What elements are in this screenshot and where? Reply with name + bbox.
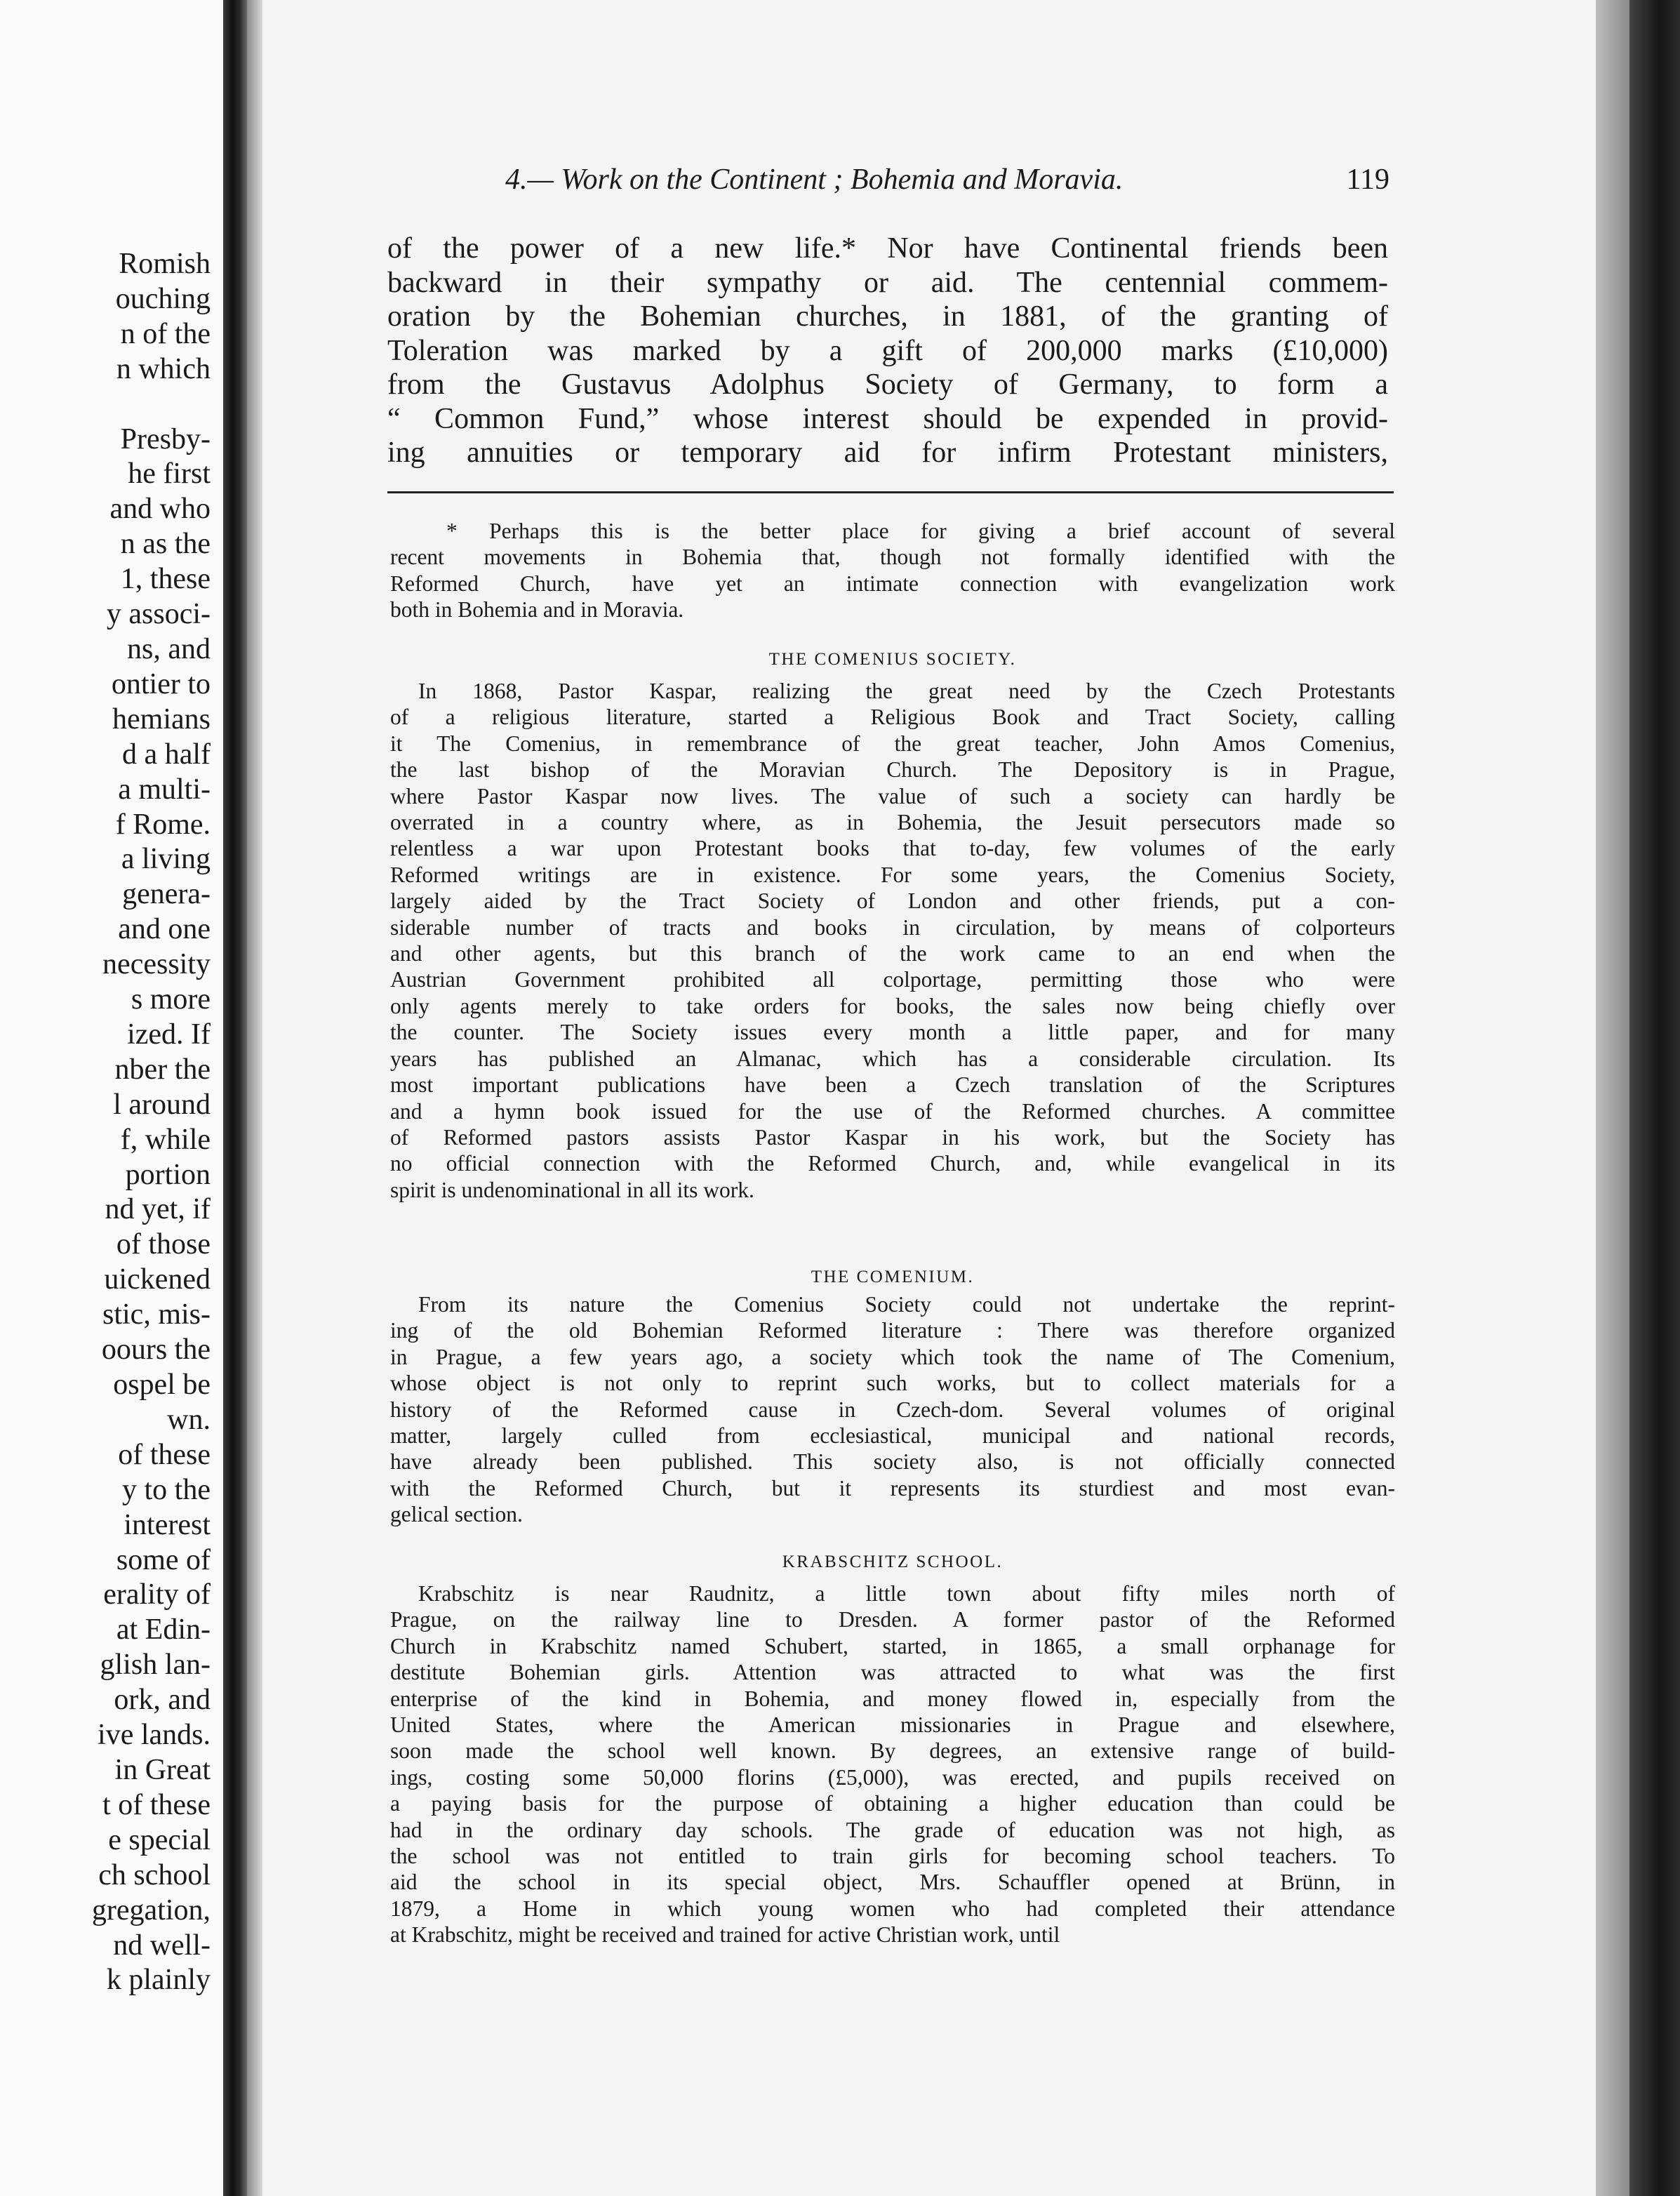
footnote-line: no official connection with the Reformed Church, and, while evangelical in its [390, 1151, 1395, 1176]
left-page-line: ork, and [114, 1684, 211, 1717]
body-line: oration by the Bohemian churches, in 1881, of the granting of [387, 300, 1388, 333]
left-page-line: glish lan- [100, 1649, 211, 1682]
body-line: of the power of a new life.* Nor have Continental friends been [387, 232, 1388, 265]
footnote-line: ings, costing some 50,000 florins (£5,000), was erected, and pupils received on [390, 1764, 1395, 1790]
footnote-line: * Perhaps this is the better place for giving a brief account of several [446, 519, 1395, 543]
left-page-line: ive lands. [98, 1719, 211, 1752]
footnote-line: In 1868, Pastor Kaspar, realizing the great need by the Czech Protestants [418, 679, 1395, 703]
footnote-line: in Prague, a few years ago, a society which took the name of The Comenium, [390, 1344, 1395, 1369]
left-page-line: nd well- [113, 1929, 211, 1962]
footnote-line: and a hymn book issued for the use of the Reformed churches. A committee [390, 1098, 1395, 1124]
body-line: “ Common Fund,” whose interest should be expended in provid- [387, 402, 1388, 435]
left-page-text [0, 247, 211, 1998]
footnote-line: matter, largely culled from ecclesiastical, municipal and national records, [390, 1423, 1395, 1449]
section-heading: THE COMENIUS SOCIETY. [768, 650, 1017, 669]
main-paragraph [387, 232, 1388, 470]
footnote-paragraph [390, 678, 1395, 1203]
footnote-line: destitute Bohemian girls. Attention was attracted to what was the first [390, 1660, 1395, 1685]
footnote-line: spirit is undenominational in all its work. [390, 1177, 754, 1202]
left-page-line: ns, and [127, 632, 211, 665]
footnote-line: Reformed writings are in existence. For some years, the Comenius Society, [390, 862, 1395, 887]
footnote-line: both in Bohemia and in Moravia. [390, 597, 684, 623]
left-page-line: l around [113, 1088, 211, 1121]
body-line: from the Gustavus Adolphus Society of Germany, to form a [387, 368, 1388, 401]
footnote-rule [387, 491, 1394, 493]
left-page-line: erality of [103, 1578, 211, 1611]
footnote-line: Prague, on the railway line to Dresden. A former pastor of the Reformed [390, 1607, 1395, 1632]
left-page-line: a multi- [118, 773, 211, 806]
book-spine-shadow [223, 0, 247, 2196]
footnote-line: at Krabschitz, might be received and trained for active Christian work, until [390, 1922, 1060, 1948]
gutter-edge [247, 0, 262, 2196]
footnote-line: 1879, a Home in which young women who had completed their attendance [390, 1896, 1395, 1921]
left-page-line: f Rome. [115, 808, 211, 841]
footnote-line: years has published an Almanac, which has a considerable circulation. Its [390, 1046, 1395, 1071]
footnote-line: gelical section. [390, 1502, 523, 1527]
footnote-line: the school was not entitled to train girls for becoming school teachers. To [390, 1844, 1395, 1869]
page-number: 119 [1346, 164, 1389, 196]
footnote-line: most important publications have been a Czech translation of the Scriptures [390, 1072, 1395, 1098]
left-page-line: ouching [115, 282, 211, 315]
footnote-line: the counter. The Society issues every month a little paper, and for many [390, 1020, 1395, 1045]
left-page-line [0, 387, 211, 422]
left-page-line: y associ- [106, 598, 211, 631]
page-edge [1596, 0, 1629, 2196]
footnote-line: a paying basis for the purpose of obtaining a higher education than could be [390, 1791, 1395, 1816]
left-page-line: portion [125, 1158, 211, 1191]
footnote-line: whose object is not only to reprint such works, but to collect materials for a [390, 1371, 1395, 1396]
footnote-line: the last bishop of the Moravian Church. The Depository is in Prague, [390, 757, 1395, 783]
body-line: backward in their sympathy or aid. The centennial commem- [387, 266, 1388, 299]
body-line: Toleration was marked by a gift of 200,000 marks (£10,000) [387, 334, 1388, 367]
left-page-line: f, while [120, 1123, 211, 1156]
footnote-line: recent movements in Bohemia that, though not formally identified with the [390, 545, 1395, 570]
left-page-line: Presby- [120, 422, 211, 455]
left-page-line: and who [109, 493, 211, 526]
footnote-line: relentless a war upon Protestant books that to-day, few volumes of the early [390, 836, 1395, 861]
left-page-line: s more [131, 983, 211, 1016]
section-heading: KRABSCHITZ SCHOOL. [782, 1552, 1004, 1571]
left-page-line: stic, mis- [102, 1298, 211, 1331]
left-page-line: nd yet, if [105, 1193, 211, 1226]
footnote-line: Reformed Church, have yet an intimate connection with evangelization work [390, 571, 1395, 596]
left-page-line: of these [118, 1438, 211, 1471]
footnote-paragraph [390, 518, 1395, 623]
left-page-line: nber the [114, 1053, 211, 1086]
left-page-line: 1, these [120, 563, 211, 596]
footnote-line: it The Comenius, in remembrance of the great teacher, John Amos Comenius, [390, 731, 1395, 756]
left-page-line: hemians [112, 703, 211, 736]
left-page-line: n as the [120, 528, 211, 561]
footnote-line: where Pastor Kaspar now lives. The value of such a society can hardly be [390, 783, 1395, 808]
section-heading: THE COMENIUM. [811, 1267, 975, 1286]
left-page-line: he first [128, 458, 211, 491]
left-page-line: e special [108, 1823, 211, 1856]
footnote-line: of a religious literature, started a Religious Book and Tract Society, calling [390, 705, 1395, 730]
left-page-line: genera- [122, 878, 211, 911]
footnote-line: ing of the old Bohemian Reformed literature : There was therefore organized [390, 1318, 1395, 1343]
left-page-line: t of these [102, 1788, 211, 1821]
left-page-line: ospel be [113, 1369, 211, 1401]
footnote-line: largely aided by the Tract Society of London and other friends, put a con- [390, 889, 1395, 914]
left-page-line: y to the [122, 1473, 211, 1506]
left-page-line: gregation, [91, 1894, 211, 1927]
footnote-paragraph [390, 1581, 1395, 1948]
running-head [505, 163, 1389, 197]
left-page-line: interest [124, 1508, 211, 1541]
footnote-line: Austrian Government prohibited all colportage, permitting those who were [390, 967, 1395, 992]
footnote-line: and other agents, but this branch of the work came to an end when the [390, 941, 1395, 966]
footnote-line: have already been published. This society also, is not officially connected [390, 1449, 1395, 1475]
footnote-line: Church in Krabschitz named Schubert, started, in 1865, a small orphanage for [390, 1633, 1395, 1658]
footnote-line: soon made the school well known. By degrees, an extensive range of build- [390, 1738, 1395, 1764]
body-line: ing annuities or temporary aid for infirm Protestant ministers, [387, 437, 1388, 469]
footnote-line: Krabschitz is near Raudnitz, a little town about fifty miles north of [418, 1581, 1395, 1606]
left-page-line: ch school [98, 1858, 211, 1891]
footnote-line: siderable number of tracts and books in circulation, by means of colporteurs [390, 914, 1395, 940]
footnote-line: United States, where the American missionaries in Prague and elsewhere, [390, 1712, 1395, 1738]
left-page-line: of those [116, 1228, 211, 1261]
footnote-line: overrated in a country where, as in Bohemia, the Jesuit persecutors made so [390, 810, 1395, 835]
footnote-paragraph [390, 1291, 1395, 1528]
left-page-line: in Great [114, 1753, 211, 1786]
left-page-line: n which [116, 352, 211, 385]
footnote-line: had in the ordinary day schools. The grade of education was not high, as [390, 1817, 1395, 1842]
left-facing-page [0, 0, 223, 2196]
left-page-line: some of [116, 1543, 211, 1576]
footnote-line: aid the school in its special object, Mrs. Schauffler opened at Brünn, in [390, 1870, 1395, 1895]
left-page-line: Romish [119, 248, 211, 280]
left-page-line: uickened [104, 1263, 211, 1296]
left-page-line: a living [121, 843, 211, 876]
running-title: 4.— Work on the Continent ; Bohemia and Moravia. [505, 164, 1124, 196]
footnote-line: enterprise of the kind in Bohemia, and money flowed in, especially from the [390, 1686, 1395, 1711]
left-page-line: d a half [122, 738, 211, 771]
left-page-line: n of the [120, 317, 211, 350]
left-page-line: oours the [101, 1333, 211, 1366]
footnote-line: From its nature the Comenius Society could not undertake the reprint- [418, 1292, 1395, 1317]
footnote-line: with the Reformed Church, but it represents its sturdiest and most evan- [390, 1475, 1395, 1500]
footnote-line: of Reformed pastors assists Pastor Kaspar in his work, but the Society has [390, 1124, 1395, 1150]
left-page-line: k plainly [106, 1964, 211, 1997]
footnote-line: history of the Reformed cause in Czech-dom. Several volumes of original [390, 1397, 1395, 1422]
scan-border [1629, 0, 1680, 2196]
left-page-line: wn. [167, 1403, 211, 1436]
left-page-line: necessity [102, 948, 211, 981]
left-page-line: at Edin- [116, 1613, 211, 1646]
footnote-line: only agents merely to take orders for books, the sales now being chiefly over [390, 993, 1395, 1018]
left-page-line: and one [118, 913, 211, 946]
left-page-line: ontier to [111, 667, 211, 700]
left-page-line: ized. If [127, 1018, 211, 1051]
